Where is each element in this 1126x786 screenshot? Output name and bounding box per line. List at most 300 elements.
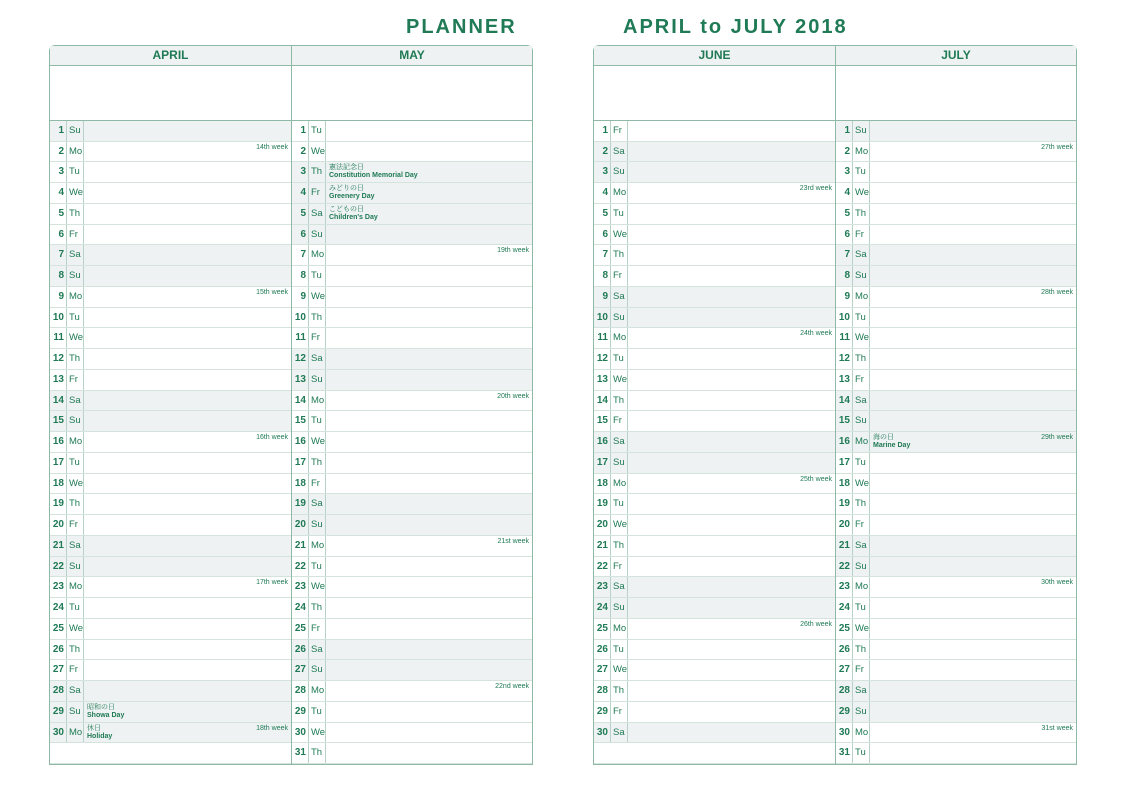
day-row[interactable]: [836, 598, 1076, 619]
day-row[interactable]: [594, 225, 835, 246]
day-row[interactable]: [50, 162, 291, 183]
day-row[interactable]: [50, 391, 291, 412]
day-row[interactable]: [836, 536, 1076, 557]
day-row[interactable]: [594, 308, 835, 329]
day-number: [50, 743, 67, 763]
day-note-area[interactable]: [84, 432, 291, 452]
day-note-area[interactable]: [84, 743, 291, 763]
day-note-area[interactable]: [84, 266, 291, 286]
day-note-area[interactable]: [870, 474, 1076, 494]
day-row[interactable]: [836, 577, 1076, 598]
day-number: 29: [594, 702, 611, 722]
day-row[interactable]: [594, 453, 835, 474]
day-row[interactable]: [50, 474, 291, 495]
day-row[interactable]: [292, 474, 532, 495]
day-note-area[interactable]: [326, 660, 532, 680]
day-row[interactable]: [594, 266, 835, 287]
holiday-name-jp: みどりの日: [329, 185, 364, 192]
day-note-area[interactable]: [84, 619, 291, 639]
day-row[interactable]: [292, 142, 532, 163]
day-note-area[interactable]: [870, 162, 1076, 182]
day-row[interactable]: [50, 266, 291, 287]
day-row[interactable]: [594, 245, 835, 266]
day-note-area[interactable]: [326, 287, 532, 307]
day-of-week: Sa: [611, 723, 628, 743]
day-row[interactable]: [594, 142, 835, 163]
day-note-area[interactable]: [84, 370, 291, 390]
day-number: 21: [836, 536, 853, 556]
holiday-name-en: Greenery Day: [329, 193, 375, 200]
day-note-area[interactable]: [870, 183, 1076, 203]
day-row[interactable]: [292, 577, 532, 598]
day-of-week: Th: [67, 494, 84, 514]
day-row[interactable]: [50, 370, 291, 391]
day-number: 12: [836, 349, 853, 369]
day-of-week: Su: [67, 266, 84, 286]
day-row[interactable]: [836, 640, 1076, 661]
day-row[interactable]: [292, 308, 532, 329]
day-note-area[interactable]: [84, 577, 291, 597]
day-note-area[interactable]: [870, 225, 1076, 245]
day-note-area[interactable]: [628, 183, 835, 203]
day-note-area[interactable]: [326, 411, 532, 431]
day-row[interactable]: [836, 183, 1076, 204]
day-of-week: Th: [853, 494, 870, 514]
day-note-area[interactable]: [870, 370, 1076, 390]
day-row[interactable]: [292, 370, 532, 391]
day-note-area[interactable]: [628, 743, 835, 763]
day-note-area[interactable]: [628, 474, 835, 494]
day-note-area[interactable]: [326, 142, 532, 162]
day-note-area[interactable]: [84, 308, 291, 328]
day-note-area[interactable]: [628, 536, 835, 556]
day-row[interactable]: [50, 702, 291, 723]
day-row[interactable]: [594, 391, 835, 412]
day-note-area[interactable]: [870, 515, 1076, 535]
day-row[interactable]: [594, 349, 835, 370]
day-row[interactable]: [594, 474, 835, 495]
day-row[interactable]: [292, 391, 532, 412]
day-number: 23: [594, 577, 611, 597]
day-note-area[interactable]: [84, 640, 291, 660]
empty-row[interactable]: [50, 743, 291, 764]
month-notes-area[interactable]: [594, 66, 835, 121]
day-note-area[interactable]: [628, 142, 835, 162]
day-row[interactable]: [836, 681, 1076, 702]
day-row[interactable]: [50, 411, 291, 432]
day-of-week: Mo: [67, 287, 84, 307]
day-row[interactable]: [836, 162, 1076, 183]
day-note-area[interactable]: [84, 702, 291, 722]
day-note-area[interactable]: [628, 370, 835, 390]
day-note-area[interactable]: [84, 121, 291, 141]
day-row[interactable]: [50, 515, 291, 536]
day-of-week: Tu: [67, 453, 84, 473]
day-row[interactable]: [50, 328, 291, 349]
day-note-area[interactable]: [326, 370, 532, 390]
day-row[interactable]: [836, 204, 1076, 225]
day-row[interactable]: [50, 142, 291, 163]
day-note-area[interactable]: [84, 183, 291, 203]
day-number: 3: [292, 162, 309, 182]
day-row[interactable]: [594, 370, 835, 391]
day-note-area[interactable]: [628, 453, 835, 473]
day-note-area[interactable]: [84, 515, 291, 535]
day-note-area[interactable]: [870, 411, 1076, 431]
day-note-area[interactable]: [84, 536, 291, 556]
day-number: 6: [50, 225, 67, 245]
day-note-area[interactable]: [628, 121, 835, 141]
day-row[interactable]: [50, 536, 291, 557]
day-row[interactable]: [292, 328, 532, 349]
day-row[interactable]: [292, 121, 532, 142]
day-row[interactable]: [292, 287, 532, 308]
month-notes-area[interactable]: [292, 66, 532, 121]
day-number: 3: [836, 162, 853, 182]
day-number: 6: [292, 225, 309, 245]
day-note-area[interactable]: [870, 328, 1076, 348]
day-note-area[interactable]: [326, 308, 532, 328]
day-of-week: Fr: [853, 370, 870, 390]
day-row[interactable]: [50, 453, 291, 474]
day-row[interactable]: [50, 598, 291, 619]
day-row[interactable]: [836, 142, 1076, 163]
day-row[interactable]: [594, 328, 835, 349]
day-note-area[interactable]: [628, 287, 835, 307]
day-row[interactable]: [836, 391, 1076, 412]
day-note-area[interactable]: [628, 391, 835, 411]
day-note-area[interactable]: [84, 245, 291, 265]
day-note-area[interactable]: [326, 349, 532, 369]
day-row[interactable]: [50, 577, 291, 598]
day-note-area[interactable]: [326, 557, 532, 577]
day-row[interactable]: [836, 557, 1076, 578]
day-row[interactable]: [50, 494, 291, 515]
day-number: 26: [292, 640, 309, 660]
day-note-area[interactable]: [326, 577, 532, 597]
day-row[interactable]: [292, 619, 532, 640]
day-note-area[interactable]: [326, 183, 532, 203]
empty-row[interactable]: [594, 743, 835, 764]
day-note-area[interactable]: [628, 308, 835, 328]
day-note-area[interactable]: [870, 204, 1076, 224]
day-row[interactable]: [50, 121, 291, 142]
day-row[interactable]: [292, 453, 532, 474]
day-row[interactable]: [836, 474, 1076, 495]
day-note-area[interactable]: [326, 204, 532, 224]
day-note-area[interactable]: [84, 598, 291, 618]
day-note-area[interactable]: [326, 619, 532, 639]
day-row[interactable]: [50, 557, 291, 578]
day-row[interactable]: [836, 515, 1076, 536]
day-of-week: Fr: [853, 515, 870, 535]
day-of-week: Sa: [611, 142, 628, 162]
week-number-label: 23rd week: [799, 185, 832, 192]
day-note-area[interactable]: [84, 349, 291, 369]
day-note-area[interactable]: [84, 204, 291, 224]
day-note-area[interactable]: [628, 349, 835, 369]
day-row[interactable]: [292, 557, 532, 578]
day-note-area[interactable]: [326, 681, 532, 701]
day-row[interactable]: [50, 204, 291, 225]
day-note-area[interactable]: [84, 328, 291, 348]
day-row[interactable]: [594, 204, 835, 225]
day-row[interactable]: [50, 245, 291, 266]
day-of-week: Su: [309, 515, 326, 535]
day-of-week: Th: [309, 162, 326, 182]
day-row[interactable]: [50, 308, 291, 329]
day-note-area[interactable]: [870, 536, 1076, 556]
day-note-area[interactable]: [870, 598, 1076, 618]
day-of-week: Sa: [309, 349, 326, 369]
day-note-area[interactable]: [870, 743, 1076, 763]
day-number: 13: [836, 370, 853, 390]
day-row[interactable]: [594, 494, 835, 515]
day-row[interactable]: [836, 328, 1076, 349]
day-row[interactable]: [50, 619, 291, 640]
day-note-area[interactable]: [326, 702, 532, 722]
day-note-area[interactable]: [628, 515, 835, 535]
day-row[interactable]: [594, 162, 835, 183]
day-note-area[interactable]: [628, 557, 835, 577]
day-note-area[interactable]: [870, 681, 1076, 701]
day-note-area[interactable]: [628, 245, 835, 265]
day-number: 1: [594, 121, 611, 141]
day-row[interactable]: [594, 598, 835, 619]
day-row[interactable]: [50, 432, 291, 453]
day-row[interactable]: [292, 598, 532, 619]
day-number: 2: [292, 142, 309, 162]
day-note-area[interactable]: [84, 453, 291, 473]
day-note-area[interactable]: [628, 681, 835, 701]
day-note-area[interactable]: [84, 681, 291, 701]
day-row[interactable]: [292, 225, 532, 246]
day-note-area[interactable]: [870, 142, 1076, 162]
day-row[interactable]: [836, 245, 1076, 266]
day-row[interactable]: [50, 183, 291, 204]
day-row[interactable]: [836, 660, 1076, 681]
day-of-week: We: [853, 474, 870, 494]
day-number: 17: [594, 453, 611, 473]
day-note-area[interactable]: [870, 432, 1076, 452]
week-number-label: 16th week: [256, 434, 288, 441]
day-row[interactable]: [292, 681, 532, 702]
day-row[interactable]: [594, 287, 835, 308]
day-note-area[interactable]: [628, 494, 835, 514]
day-note-area[interactable]: [628, 411, 835, 431]
day-row[interactable]: [594, 577, 835, 598]
day-note-area[interactable]: [870, 308, 1076, 328]
day-row[interactable]: [292, 660, 532, 681]
day-row[interactable]: [292, 266, 532, 287]
day-row[interactable]: [836, 370, 1076, 391]
day-note-area[interactable]: [628, 328, 835, 348]
day-row[interactable]: [836, 453, 1076, 474]
day-note-area[interactable]: [870, 702, 1076, 722]
day-note-area[interactable]: [628, 702, 835, 722]
day-note-area[interactable]: [870, 660, 1076, 680]
day-note-area[interactable]: [870, 619, 1076, 639]
day-of-week: Sa: [67, 391, 84, 411]
day-note-area[interactable]: [628, 266, 835, 286]
day-of-week: Su: [309, 370, 326, 390]
day-note-area[interactable]: [326, 515, 532, 535]
day-note-area[interactable]: [84, 474, 291, 494]
day-row[interactable]: [594, 557, 835, 578]
day-note-area[interactable]: [84, 142, 291, 162]
day-note-area[interactable]: [326, 743, 532, 763]
day-row[interactable]: [292, 411, 532, 432]
day-note-area[interactable]: [628, 432, 835, 452]
day-row[interactable]: [836, 121, 1076, 142]
day-row[interactable]: [50, 349, 291, 370]
day-number: 1: [50, 121, 67, 141]
day-note-area[interactable]: [84, 225, 291, 245]
day-row[interactable]: [836, 225, 1076, 246]
day-note-area[interactable]: [84, 660, 291, 680]
day-note-area[interactable]: [326, 328, 532, 348]
day-note-area[interactable]: [326, 391, 532, 411]
day-row[interactable]: [50, 681, 291, 702]
day-row[interactable]: [292, 536, 532, 557]
month-notes-area[interactable]: [836, 66, 1076, 121]
day-row[interactable]: [594, 702, 835, 723]
day-note-area[interactable]: [870, 245, 1076, 265]
day-row[interactable]: [836, 411, 1076, 432]
day-row[interactable]: [836, 619, 1076, 640]
day-row[interactable]: [594, 432, 835, 453]
day-note-area[interactable]: [628, 162, 835, 182]
day-note-area[interactable]: [870, 266, 1076, 286]
day-row[interactable]: [594, 619, 835, 640]
day-of-week: Fr: [67, 370, 84, 390]
day-note-area[interactable]: [628, 723, 835, 743]
day-row[interactable]: [836, 287, 1076, 308]
day-note-area[interactable]: [870, 557, 1076, 577]
day-row[interactable]: [594, 723, 835, 744]
day-row[interactable]: [50, 723, 291, 744]
day-row[interactable]: [594, 515, 835, 536]
day-note-area[interactable]: [326, 723, 532, 743]
day-note-area[interactable]: [84, 391, 291, 411]
day-of-week: Tu: [611, 640, 628, 660]
day-note-area[interactable]: [84, 411, 291, 431]
day-row[interactable]: [292, 204, 532, 225]
day-row[interactable]: [50, 660, 291, 681]
day-note-area[interactable]: [870, 349, 1076, 369]
day-note-area[interactable]: [326, 536, 532, 556]
day-note-area[interactable]: [326, 453, 532, 473]
day-row[interactable]: [292, 743, 532, 764]
day-number: 12: [292, 349, 309, 369]
week-number-label: 22nd week: [495, 683, 529, 690]
day-of-week: Fr: [611, 702, 628, 722]
day-row[interactable]: [594, 536, 835, 557]
day-row[interactable]: [836, 266, 1076, 287]
day-row[interactable]: [292, 723, 532, 744]
day-row[interactable]: [292, 245, 532, 266]
day-row[interactable]: [292, 432, 532, 453]
day-note-area[interactable]: [84, 494, 291, 514]
day-of-week: Th: [309, 743, 326, 763]
day-row[interactable]: [292, 702, 532, 723]
holiday-label: [329, 185, 375, 201]
day-note-area[interactable]: [628, 204, 835, 224]
day-row[interactable]: [594, 660, 835, 681]
day-row[interactable]: [594, 183, 835, 204]
day-note-area[interactable]: [628, 225, 835, 245]
day-number: 22: [594, 557, 611, 577]
month-notes-area[interactable]: [50, 66, 291, 121]
day-note-area[interactable]: [326, 494, 532, 514]
day-row[interactable]: [292, 640, 532, 661]
day-row[interactable]: [594, 411, 835, 432]
day-row[interactable]: [292, 183, 532, 204]
day-row[interactable]: [50, 225, 291, 246]
day-note-area[interactable]: [870, 723, 1076, 743]
day-note-area[interactable]: [870, 494, 1076, 514]
day-note-area[interactable]: [84, 287, 291, 307]
day-row[interactable]: [836, 432, 1076, 453]
day-row[interactable]: [836, 308, 1076, 329]
day-row[interactable]: [292, 162, 532, 183]
day-note-area[interactable]: [870, 453, 1076, 473]
month-column: [50, 46, 291, 764]
day-row[interactable]: [50, 640, 291, 661]
day-note-area[interactable]: [84, 723, 291, 743]
day-of-week: Th: [611, 391, 628, 411]
day-note-area[interactable]: [326, 474, 532, 494]
day-note-area[interactable]: [628, 619, 835, 639]
day-note-area[interactable]: [326, 266, 532, 286]
day-row[interactable]: [836, 743, 1076, 764]
day-row[interactable]: [292, 515, 532, 536]
day-number: 5: [594, 204, 611, 224]
day-row[interactable]: [594, 640, 835, 661]
day-row[interactable]: [50, 287, 291, 308]
day-note-area[interactable]: [870, 391, 1076, 411]
day-note-area[interactable]: [870, 577, 1076, 597]
day-of-week: Su: [309, 225, 326, 245]
day-note-area[interactable]: [628, 577, 835, 597]
day-note-area[interactable]: [326, 640, 532, 660]
day-row[interactable]: [594, 121, 835, 142]
day-note-area[interactable]: [326, 225, 532, 245]
day-row[interactable]: [836, 723, 1076, 744]
day-note-area[interactable]: [84, 557, 291, 577]
day-note-area[interactable]: [84, 162, 291, 182]
day-note-area[interactable]: [326, 598, 532, 618]
day-note-area[interactable]: [870, 287, 1076, 307]
day-note-area[interactable]: [628, 598, 835, 618]
holiday-name-en: Showa Day: [87, 711, 125, 719]
day-row[interactable]: [836, 702, 1076, 723]
day-note-area[interactable]: [628, 660, 835, 680]
day-note-area[interactable]: [326, 121, 532, 141]
day-note-area[interactable]: [326, 162, 532, 182]
day-row[interactable]: [292, 349, 532, 370]
day-note-area[interactable]: [326, 245, 532, 265]
day-row[interactable]: [594, 681, 835, 702]
day-number: 22: [292, 557, 309, 577]
day-note-area[interactable]: [628, 640, 835, 660]
day-row[interactable]: [836, 494, 1076, 515]
day-row[interactable]: [836, 349, 1076, 370]
day-note-area[interactable]: [870, 121, 1076, 141]
day-row[interactable]: [292, 494, 532, 515]
day-note-area[interactable]: [326, 432, 532, 452]
day-note-area[interactable]: [870, 640, 1076, 660]
